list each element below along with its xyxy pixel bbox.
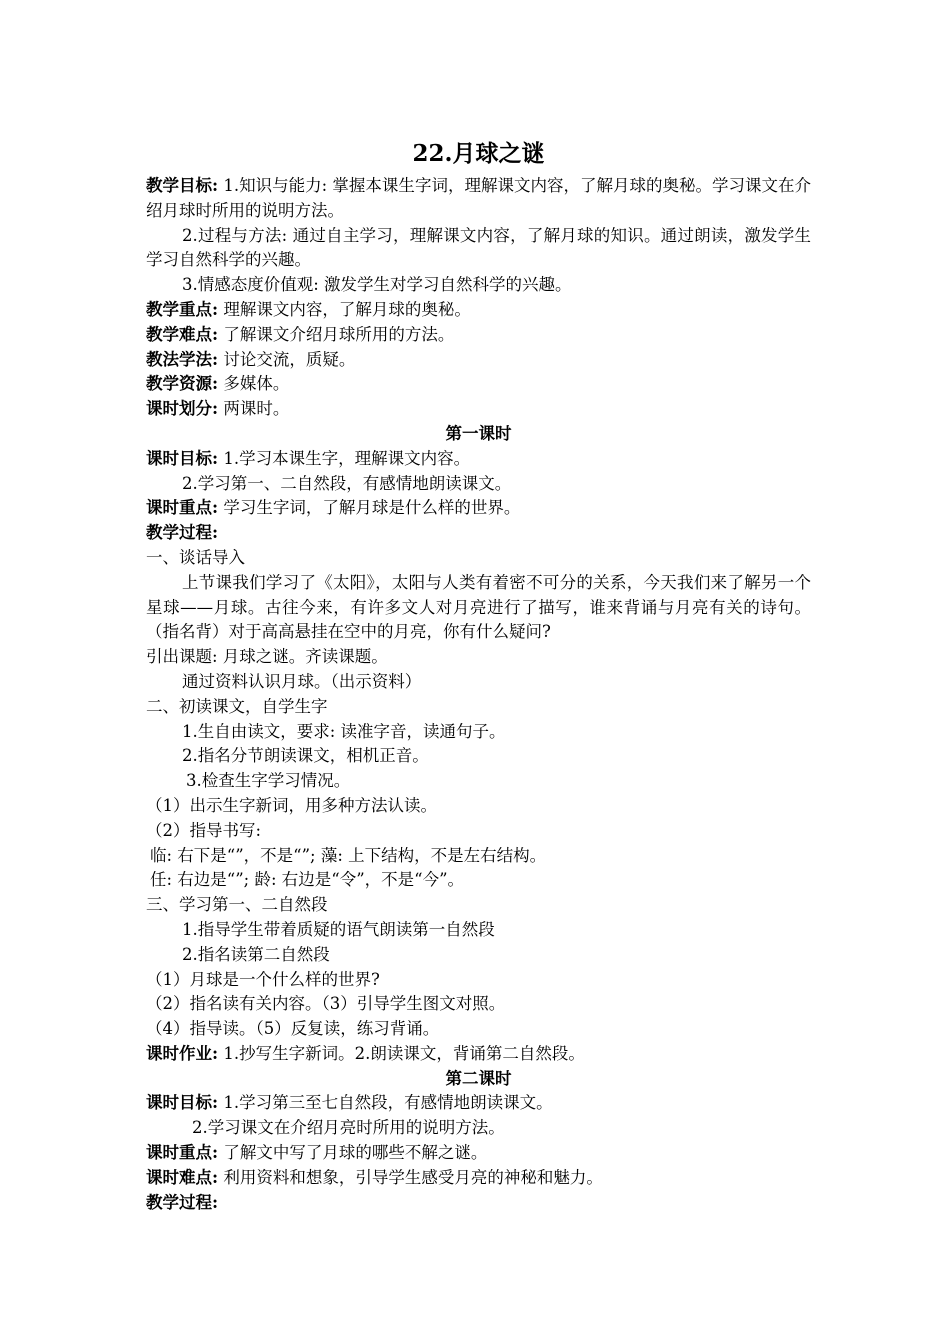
section-2-step-3d: 任: 右边是“”; 龄: 右边是“令”，不是“今”。 — [150, 870, 465, 890]
document-title: 22.月球之谜 — [412, 140, 545, 167]
section-2-step-3: 3.检查生字学习情况。 — [186, 771, 351, 791]
lesson2-goal: 课时目标: 1.学习第三至七自然段，有感情地朗读课文。 — [146, 1093, 553, 1113]
lesson1-homework: 课时作业: 1.抄写生字新词。2.朗读课文，背诵第二自然段。 — [146, 1043, 585, 1063]
section-1-materials: 通过资料认识月球。（出示资料） — [182, 671, 422, 691]
goal-1: 1.知识与能力: 掌握本课生字词，理解课文内容，了解月球的奥秘。学习课文在介绍月球时所用的说明方法。 — [146, 176, 812, 220]
section-2-step-3b: （2）指导书写: — [146, 820, 262, 840]
teaching-key: 教学重点: 理解课文内容，了解月球的奥秘。 — [146, 299, 471, 319]
section-3-step-2b: （2）指名读有关内容。（3）引导学生图文对照。 — [146, 994, 506, 1014]
goal-2: 2.过程与方法: 通过自主学习，理解课文内容，了解月球的知识。通过朗读，激发学生学习自然科学的兴趣。 — [146, 225, 811, 270]
goal-3: 3.情感态度价值观: 激发学生对学习自然科学的兴趣。 — [182, 275, 572, 295]
goals-label: 教学目标: — [146, 176, 219, 195]
teaching-method: 教法学法: 讨论交流，质疑。 — [146, 349, 356, 369]
section-2-step-3a: （1）出示生字新词，用多种方法认读。 — [146, 795, 437, 815]
section-2-heading: 二、初读课文，自学生字 — [146, 696, 328, 716]
section-3-step-2: 2.指名读第二自然段 — [182, 944, 330, 964]
teaching-goals — [146, 174, 811, 224]
section-2-step-3c: 临: 右下是“”，不是“”; 藻: 上下结构，不是左右结构。 — [150, 845, 547, 865]
section-1-topic: 引出课题: 月球之谜。齐读课题。 — [146, 647, 388, 667]
section-1-paragraph: 上节课我们学习了《太阳》，太阳与人类有着密不可分的关系，今天我们来了解另一个星球——月球。古往今来，有许多文人对月亮进行了描写，谁来背诵与月亮有关的诗句。（指名背）对于高高悬挂在空中的月亮，你有什么疑问? — [146, 572, 811, 642]
document-page — [146, 134, 811, 1215]
lesson2-goal-2: 2.学习课文在介绍月亮时所用的说明方法。 — [192, 1118, 505, 1138]
lesson2-key: 课时重点: 了解文中写了月球的哪些不解之谜。 — [146, 1143, 488, 1163]
lesson1-heading: 第一课时 — [445, 423, 512, 443]
lesson2-heading: 第二课时 — [445, 1068, 512, 1088]
lesson1-process-label: 教学过程: — [146, 523, 219, 543]
lesson-hours: 课时划分: 两课时。 — [146, 399, 290, 419]
teaching-resource: 教学资源: 多媒体。 — [146, 374, 290, 394]
section-3-step-1: 1.指导学生带着质疑的语气朗读第一自然段 — [182, 919, 495, 939]
section-3-step-2c: （4）指导读。（5）反复读，练习背诵。 — [146, 1019, 440, 1039]
lesson1-key: 课时重点: 学习生字词，了解月球是什么样的世界。 — [146, 498, 521, 518]
section-2-step-2: 2.指名分节朗读课文，相机正音。 — [182, 746, 429, 766]
lesson1-goal: 课时目标: 1.学习本课生字，理解课文内容。 — [146, 448, 471, 468]
teaching-difficulty: 教学难点: 了解课文介绍月球所用的方法。 — [146, 324, 455, 344]
section-1-heading: 一、谈话导入 — [146, 547, 245, 567]
section-3-step-2a: （1）月球是一个什么样的世界? — [146, 969, 380, 989]
lesson1-goal-2: 2.学习第一、二自然段，有感情地朗读课文。 — [182, 473, 512, 493]
section-3-heading: 三、学习第一、二自然段 — [146, 895, 328, 915]
section-2-step-1: 1.生自由读文，要求: 读准字音，读通句子。 — [182, 721, 506, 741]
lesson2-difficulty: 课时难点: 利用资料和想象，引导学生感受月亮的神秘和魅力。 — [146, 1167, 603, 1187]
lesson2-process-label: 教学过程: — [146, 1192, 219, 1212]
